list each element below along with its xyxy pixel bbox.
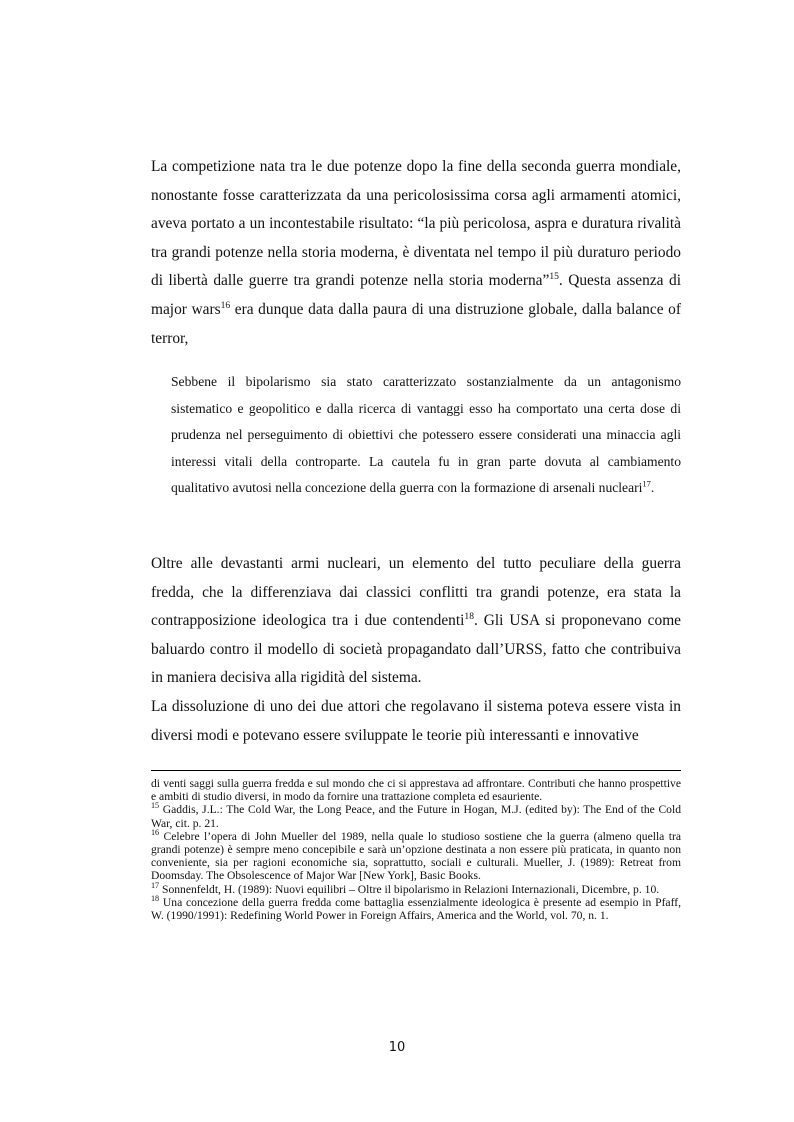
p1-text-c: era dunque data dalla paura di una distruzione globale, dalla balance of terror, <box>151 300 681 347</box>
quote-end: . <box>650 480 655 496</box>
body-paragraph-2 <box>151 550 681 750</box>
footnote-text: Celebre l’opera di John Mueller del 1989, nella quale lo studioso sostiene che la guerra (almeno quella tra grandi potenze) è sempre meno concepibile e sarà un’opzione destinata a non essere più praticata, in quanto non conveniente, sia per ragioni economiche sia, soprattutto, sociali e culturali. Mueller, J. (1989): Retreat from Doomsday. The Obsolescence of Major War [New York], Basic Books. <box>151 829 681 883</box>
footnote-number: 16 <box>151 827 160 837</box>
footnote-text: Gaddis, J.L.: The Cold War, the Long Peace, and the Future in Hogan, M.J. (edited by): The End of the Cold War, cit. p. 21. <box>151 803 681 830</box>
footnote-number: 15 <box>151 801 160 811</box>
p1-text-b: . Questa assenza di major wars <box>151 272 681 318</box>
p2-text-c: La dissoluzione di uno dei due attori che regolavano il sistema poteva essere vista in diversi modi e potevano essere sviluppate le teorie più interessanti e innovative <box>151 697 681 744</box>
footnote-number: 18 <box>151 893 160 903</box>
page-number: 10 <box>388 1040 406 1055</box>
p2-text-b: . Gli USA si proponevano come baluardo contro il modello di società propagandato dall’URSS, fatto che contribuiva in maniera decisiva alla rigidità del sistema. <box>151 612 681 687</box>
footnote-separator <box>151 770 681 771</box>
footnote-text: Sonnenfeldt, H. (1989): Nuovi equilibri – Oltre il bipolarismo in Relazioni Internazionali, Dicembre, p. 10. <box>159 882 660 896</box>
footnote-16 <box>151 827 681 883</box>
footnote-text: di venti saggi sulla guerra fredda e sul mondo che ci si apprestava ad affrontare. Contributi che hanno prospettive e ambiti di studio diversi, in modo da fornire una trattazione completa ed esauriente. <box>151 777 681 804</box>
footnote-ref-18[interactable]: 18 <box>464 611 474 623</box>
footnote-text: Una concezione della guerra fredda come battaglia essenzialmente ideologica è presente ad esempio in Pfaff, W. (1990/1991): Redefining World Power in Foreign Affairs, America and the World, vol. 70, n. 1. <box>151 895 681 923</box>
block-quote <box>171 369 681 502</box>
p1-text-a: La competizione nata tra le due potenze dopo la fine della seconda guerra mondiale, nonostante fosse caratterizzata da una pericolosissima corsa agli armamenti atomici, aveva portato a un incontestabile risultato: “la più pericolosa, aspra e duratura rivalità tra grandi potenze nella storia moderna, è diventata nel tempo il più duraturo periodo di libertà dalle guerre tra grandi potenze nella storia moderna” <box>151 158 681 290</box>
footnotes <box>151 777 681 922</box>
p2-text-a: Oltre alle devastanti armi nucleari, un elemento del tutto peculiare della guerra fredda, che la differenziava dai classici conflitti tra grandi potenze, era stata la contrapposizione ideologica tra i due contendenti <box>151 555 681 630</box>
footnote-ref-17[interactable]: 17 <box>642 478 651 489</box>
footnote-17 <box>151 880 681 896</box>
footnote-ref-15[interactable]: 15 <box>549 271 559 283</box>
quote-text: Sebbene il bipolarismo sia stato caratterizzato sostanzialmente da un antagonismo sistematico e geopolitico e dalla ricerca di vantaggi esso ha comportato una certa dose di prudenza nel perseguimento di obiettivi che potessero essere considerati una minaccia agli interessi vitali della controparte. La cautela fu in gran parte dovuta al cambiamento qualitativo avutosi nella concezione della guerra con la formazione di arsenali nucleari <box>171 374 681 496</box>
footnote-continued <box>151 777 681 803</box>
body-paragraph-1 <box>151 153 681 353</box>
footnote-15 <box>151 803 681 829</box>
footnote-18 <box>151 893 681 923</box>
footnote-ref-16[interactable]: 16 <box>220 299 231 311</box>
footnote-number: 17 <box>151 880 160 890</box>
